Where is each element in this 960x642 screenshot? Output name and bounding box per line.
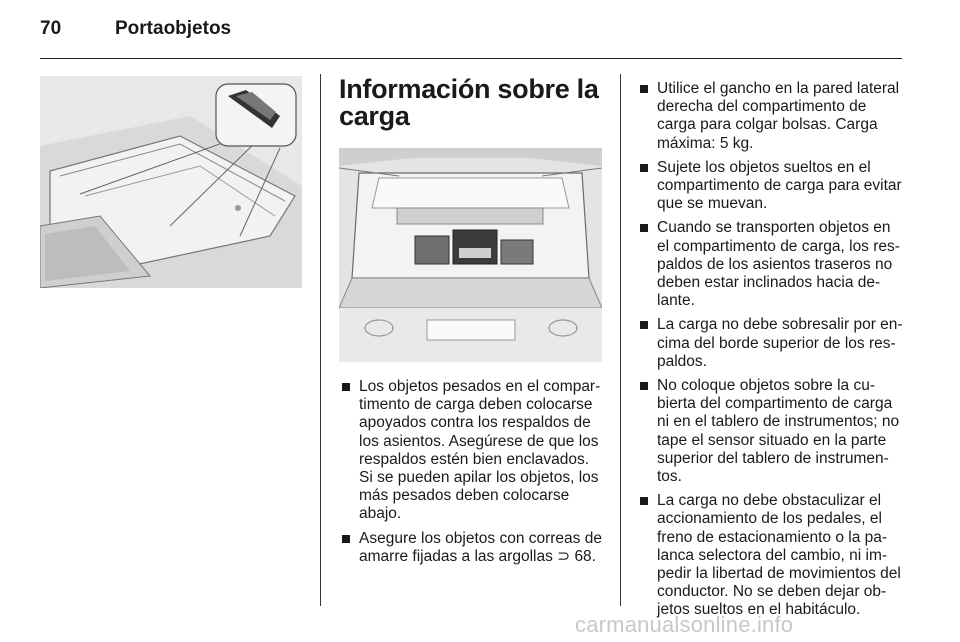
column-divider-right (620, 74, 621, 606)
bullet-square-icon (640, 321, 648, 329)
roof-rails-illustration (40, 76, 302, 288)
bullet-list-right (637, 80, 903, 626)
section-title: Portaobjetos (115, 18, 232, 39)
list-item-text: Cuando se transporten objetos en el compartimento de carga, los respaldos de los asientos traseros no deben estar inclinados hacia delante. (657, 219, 900, 310)
bullet-square-icon (342, 383, 350, 391)
list-item (637, 316, 903, 371)
bullet-square-icon (640, 224, 648, 232)
page-number: 70 (40, 18, 62, 39)
heading-line-1: Información sobre la (339, 74, 599, 104)
list-item (339, 378, 605, 524)
list-item-text: Asegure los objetos con correas de amarre fijadas a las argollas ⊃ 68. (359, 529, 602, 565)
list-item (637, 377, 903, 486)
section-heading (339, 76, 604, 130)
header-rule (40, 58, 902, 59)
bullet-square-icon (640, 85, 648, 93)
column-divider-left (320, 74, 321, 606)
list-item-text: Sujete los objetos sueltos en el compartimento de carga para evitar que se muevan. (657, 158, 902, 213)
list-item-text: Los objetos pesados en el compartimento de carga deben colocarse apoyados contra los respaldos de los asientos. Asegúrese de que los respaldos estén bien enclavados. Si se pueden apilar los objetos, los más pesados deben colocarse abajo. (359, 378, 601, 523)
watermark: carmanualsonline.info (575, 612, 794, 637)
bullet-square-icon (640, 382, 648, 390)
list-item-text: La carga no debe obstaculizar el accionamiento de los pedales, el freno de estacionamiento o la palanca selectora del cambio, ni impedir la libertad de movimientos del conductor. No se deben dejar objetos sueltos en el habitáculo. (657, 492, 901, 619)
list-item (637, 492, 903, 619)
heading-line-2: carga (339, 101, 410, 131)
cargo-compartment-illustration (339, 148, 602, 362)
list-item-text: La carga no debe sobresalir por encima del borde superior de los respaldos. (657, 316, 903, 370)
list-item-text: No coloque objetos sobre la cubierta del compartimento de carga ni en el tablero de instrumentos; no tape el sensor situado en la parte superior del tablero de instrumentos. (657, 377, 900, 486)
list-item (637, 80, 903, 153)
bullet-square-icon (640, 164, 648, 172)
bullet-square-icon (640, 497, 648, 505)
page-header (0, 0, 960, 60)
list-item (637, 159, 903, 214)
list-item (637, 219, 903, 310)
bullet-square-icon (342, 535, 350, 543)
list-item-text: Utilice el gancho en la pared lateral derecha del compartimento de carga para colgar bolsas. Carga máxima: 5 kg. (657, 80, 900, 152)
bullet-list-middle (339, 378, 605, 572)
list-item (339, 530, 605, 566)
